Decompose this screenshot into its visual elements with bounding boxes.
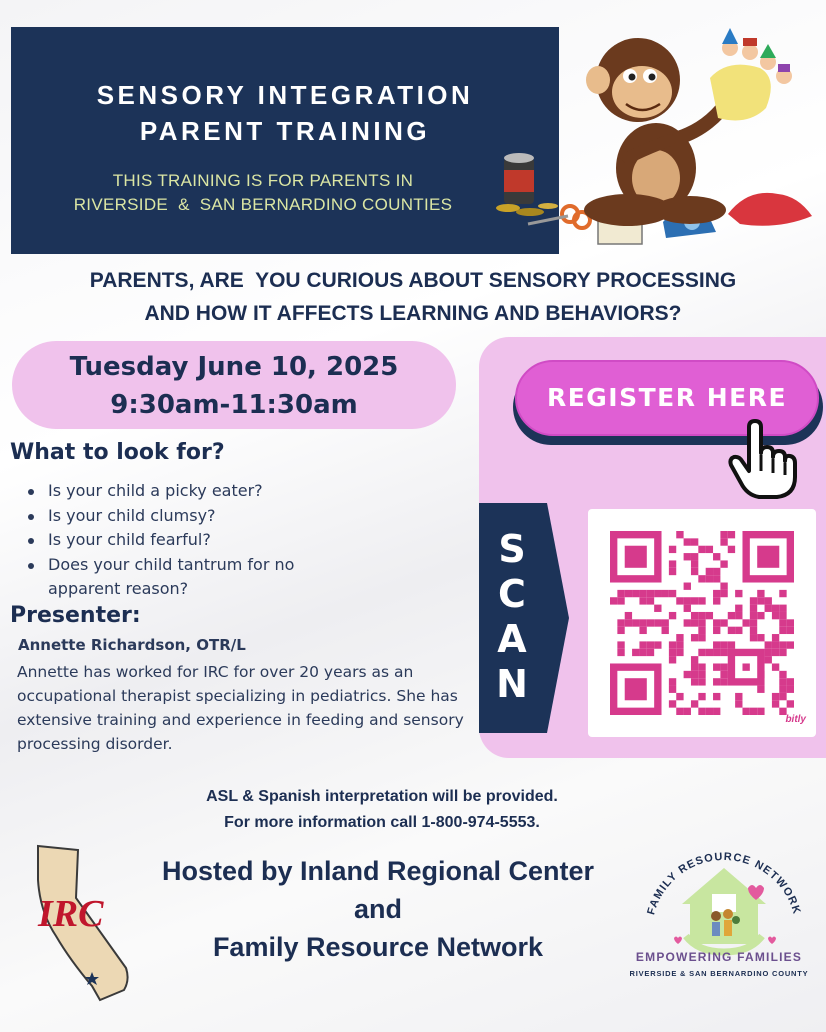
qr-module: [669, 546, 676, 553]
qr-module: [684, 671, 691, 678]
qr-module: [735, 627, 742, 634]
qr-module: [779, 612, 786, 619]
qr-module: [765, 641, 772, 648]
qr-code-icon: [610, 531, 794, 715]
qr-module: [713, 553, 720, 560]
qr-module: [779, 590, 786, 597]
registration-qr-code[interactable]: [588, 509, 816, 737]
qr-module: [625, 619, 632, 626]
qr-module: [779, 605, 786, 612]
qr-module: [698, 627, 705, 634]
qr-module: [779, 693, 786, 700]
qr-module: [720, 583, 727, 590]
qr-module: [691, 700, 698, 707]
qr-module: [625, 612, 632, 619]
qr-module: [684, 708, 691, 715]
qr-module: [684, 597, 691, 604]
qr-module: [639, 649, 646, 656]
qr-module: [713, 641, 720, 648]
qr-module: [698, 546, 705, 553]
qr-module: [691, 553, 698, 560]
qr-module: [787, 678, 794, 685]
qr-module: [779, 649, 786, 656]
qr-module: [779, 671, 786, 678]
phone-info: For more information call 1-800-974-5553.: [224, 814, 540, 831]
qr-module: [676, 708, 683, 715]
qr-module: [772, 612, 779, 619]
qr-module: [742, 708, 749, 715]
qr-module: [720, 678, 727, 685]
qr-module: [750, 619, 757, 626]
qr-module: [742, 663, 749, 670]
qr-module: [669, 612, 676, 619]
pointer-hand-icon: [727, 419, 797, 499]
qr-module: [720, 560, 727, 567]
qr-module: [691, 568, 698, 575]
qr-module: [750, 708, 757, 715]
qr-module: [647, 597, 654, 604]
qr-brand-label: bitly: [785, 714, 806, 725]
frn-county: RIVERSIDE & SAN BERNARDINO COUNTY: [629, 969, 809, 978]
qr-module: [691, 597, 698, 604]
qr-module: [765, 605, 772, 612]
qr-module: [691, 560, 698, 567]
qr-module: [617, 619, 624, 626]
qr-module: [654, 619, 661, 626]
qr-module: [772, 641, 779, 648]
qr-module: [617, 649, 624, 656]
qr-module: [787, 686, 794, 693]
qr-module: [684, 538, 691, 545]
qr-module: [669, 568, 676, 575]
qr-module: [617, 590, 624, 597]
qr-module: [669, 649, 676, 656]
hosted-line1: Hosted by Inland Regional Center: [161, 856, 595, 886]
qr-module: [669, 590, 676, 597]
qr-module: [610, 597, 617, 604]
qr-module: [698, 678, 705, 685]
qr-module: [757, 634, 764, 641]
qr-module: [662, 590, 669, 597]
qr-module: [757, 612, 764, 619]
qr-module: [676, 693, 683, 700]
qr-module: [662, 627, 669, 634]
qr-module: [647, 590, 654, 597]
qr-module: [691, 656, 698, 663]
qr-module: [779, 678, 786, 685]
qr-module: [617, 627, 624, 634]
list-item: Does your child tantrum for no apparent reason?: [24, 553, 344, 602]
presenter-bio: Annette has worked for IRC for over 20 years as an occupational therapist specializing in pediatrics. She has extensive training and experience in feeding and sensory processing disorder.: [17, 663, 464, 753]
event-time: 9:30am-11:30am: [110, 390, 358, 420]
qr-module: [698, 693, 705, 700]
qr-module: [787, 641, 794, 648]
qr-module: [684, 605, 691, 612]
qr-module: [706, 568, 713, 575]
frn-tagline: EMPOWERING FAMILIES: [635, 950, 803, 964]
qr-module: [676, 597, 683, 604]
qr-module: [647, 619, 654, 626]
register-here-button[interactable]: REGISTER HERE: [515, 360, 819, 436]
qr-module: [647, 649, 654, 656]
qr-module: [735, 590, 742, 597]
headline: [0, 264, 826, 330]
qr-module: [772, 700, 779, 707]
qr-module: [750, 597, 757, 604]
qr-module: [684, 583, 691, 590]
qr-module: [713, 678, 720, 685]
banner-title: [11, 77, 559, 149]
qr-module: [720, 649, 727, 656]
qr-module: [669, 678, 676, 685]
qr-module: [713, 708, 720, 715]
qr-module: [772, 693, 779, 700]
qr-module: [691, 671, 698, 678]
qr-module: [632, 649, 639, 656]
qr-module: [684, 553, 691, 560]
qr-module: [639, 619, 646, 626]
qr-module: [669, 641, 676, 648]
qr-module: [625, 546, 647, 568]
qr-module: [787, 619, 794, 626]
qr-module: [735, 700, 742, 707]
presenter-title: Presenter:: [10, 603, 141, 628]
qr-module: [713, 649, 720, 656]
qr-module: [698, 619, 705, 626]
qr-module: [625, 590, 632, 597]
curious-monkey-illustration: [478, 18, 826, 254]
qr-module: [720, 619, 727, 626]
qr-module: [713, 597, 720, 604]
hosted-line3: Family Resource Network: [212, 932, 544, 962]
qr-module: [669, 700, 676, 707]
qr-module: [720, 538, 727, 545]
qr-module: [757, 597, 764, 604]
qr-module: [691, 619, 698, 626]
qr-module: [735, 612, 742, 619]
qr-module: [779, 619, 786, 626]
qr-module: [713, 575, 720, 582]
banner-subtitle-line2: RIVERSIDE & SAN BERNARDINO COUNTIES: [73, 195, 453, 214]
qr-module: [698, 575, 705, 582]
qr-module: [779, 627, 786, 634]
list-item: Is your child fearful?: [24, 528, 344, 553]
qr-module: [728, 627, 735, 634]
qr-module: [676, 531, 683, 538]
contact-info: [0, 784, 764, 836]
qr-module: [750, 612, 757, 619]
svg-text:FAMILY RESOURCE NETWORK: FAMILY RESOURCE NETWORK: [645, 850, 803, 917]
qr-module: [765, 649, 772, 656]
qr-module: [698, 634, 705, 641]
qr-module: [772, 605, 779, 612]
qr-module: [676, 634, 683, 641]
qr-module: [720, 641, 727, 648]
qr-module: [757, 708, 764, 715]
qr-module: [772, 663, 779, 670]
qr-module: [617, 641, 624, 648]
list-item: Is your child a picky eater?: [24, 479, 344, 504]
banner-title-line2: PARENT TRAINING: [139, 116, 431, 146]
qr-module: [698, 612, 705, 619]
qr-module: [787, 627, 794, 634]
qr-module: [750, 627, 757, 634]
qr-module: [647, 641, 654, 648]
hosted-by: [130, 852, 626, 966]
qr-module: [713, 619, 720, 626]
qr-module: [698, 663, 705, 670]
qr-module: [676, 649, 683, 656]
qr-module: [706, 612, 713, 619]
qr-module: [691, 663, 698, 670]
qr-module: [691, 612, 698, 619]
scan-letter: A: [497, 617, 527, 661]
qr-module: [742, 619, 749, 626]
qr-module: [639, 641, 646, 648]
qr-module: [654, 605, 661, 612]
irc-california-logo: [30, 840, 135, 1005]
scan-letter: N: [496, 662, 528, 706]
qr-module: [757, 686, 764, 693]
qr-module: [691, 678, 698, 685]
title-banner: [11, 27, 559, 254]
banner-title-line1: SENSORY INTEGRATION: [96, 80, 474, 110]
qr-module: [639, 627, 646, 634]
qr-module: [787, 700, 794, 707]
scan-letter: S: [498, 527, 526, 571]
qr-module: [632, 590, 639, 597]
qr-module: [639, 590, 646, 597]
qr-module: [772, 634, 779, 641]
qr-module: [750, 605, 757, 612]
qr-module: [765, 656, 772, 663]
qr-module: [720, 590, 727, 597]
qr-module: [625, 678, 647, 700]
qr-module: [698, 597, 705, 604]
qr-module: [698, 708, 705, 715]
banner-subtitle: [11, 169, 515, 217]
qr-module: [720, 663, 727, 670]
irc-logo-text: IRC: [38, 893, 104, 935]
hosted-line2: and: [353, 894, 402, 924]
qr-module: [713, 568, 720, 575]
qr-module: [728, 546, 735, 553]
qr-module: [706, 708, 713, 715]
event-date: Tuesday June 10, 2025: [69, 352, 399, 382]
qr-module: [654, 590, 661, 597]
qr-module: [757, 546, 779, 568]
scan-label: [483, 527, 541, 707]
qr-module: [720, 671, 727, 678]
qr-module: [669, 560, 676, 567]
qr-module: [698, 671, 705, 678]
qr-module: [779, 686, 786, 693]
qr-module: [735, 693, 742, 700]
qr-module: [757, 590, 764, 597]
qr-module: [779, 641, 786, 648]
look-for-list: [24, 479, 344, 602]
family-resource-network-logo: [624, 840, 824, 990]
qr-module: [669, 686, 676, 693]
headline-line1: PARENTS, ARE YOU CURIOUS ABOUT SENSORY PROCESSING: [89, 269, 737, 292]
scan-letter: C: [498, 572, 526, 616]
qr-module: [706, 575, 713, 582]
look-for-title: What to look for?: [10, 440, 225, 465]
qr-module: [713, 590, 720, 597]
headline-line2: AND HOW IT AFFECTS LEARNING AND BEHAVIORS?: [144, 302, 682, 325]
qr-module: [639, 597, 646, 604]
qr-module: [617, 597, 624, 604]
presenter-name: Annette Richardson, OTR/L: [18, 636, 246, 654]
qr-module: [713, 693, 720, 700]
event-date-pill: [12, 341, 456, 429]
qr-module: [669, 656, 676, 663]
qr-module: [676, 641, 683, 648]
qr-module: [684, 619, 691, 626]
qr-module: [698, 649, 705, 656]
banner-subtitle-line1: THIS TRAINING IS FOR PARENTS IN: [112, 171, 414, 190]
qr-module: [662, 619, 669, 626]
qr-module: [728, 531, 735, 538]
qr-module: [632, 619, 639, 626]
qr-module: [713, 663, 720, 670]
qr-module: [691, 538, 698, 545]
qr-module: [728, 612, 735, 619]
qr-module: [691, 634, 698, 641]
qr-module: [735, 605, 742, 612]
list-item: Is your child clumsy?: [24, 504, 344, 529]
qr-module: [728, 641, 735, 648]
qr-module: [720, 531, 727, 538]
qr-module: [750, 634, 757, 641]
qr-module: [713, 627, 720, 634]
qr-module: [654, 641, 661, 648]
interpretation-note: ASL & Spanish interpretation will be provided.: [206, 788, 558, 805]
qr-module: [772, 649, 779, 656]
qr-module: [706, 649, 713, 656]
qr-module: [765, 597, 772, 604]
qr-module: [706, 546, 713, 553]
